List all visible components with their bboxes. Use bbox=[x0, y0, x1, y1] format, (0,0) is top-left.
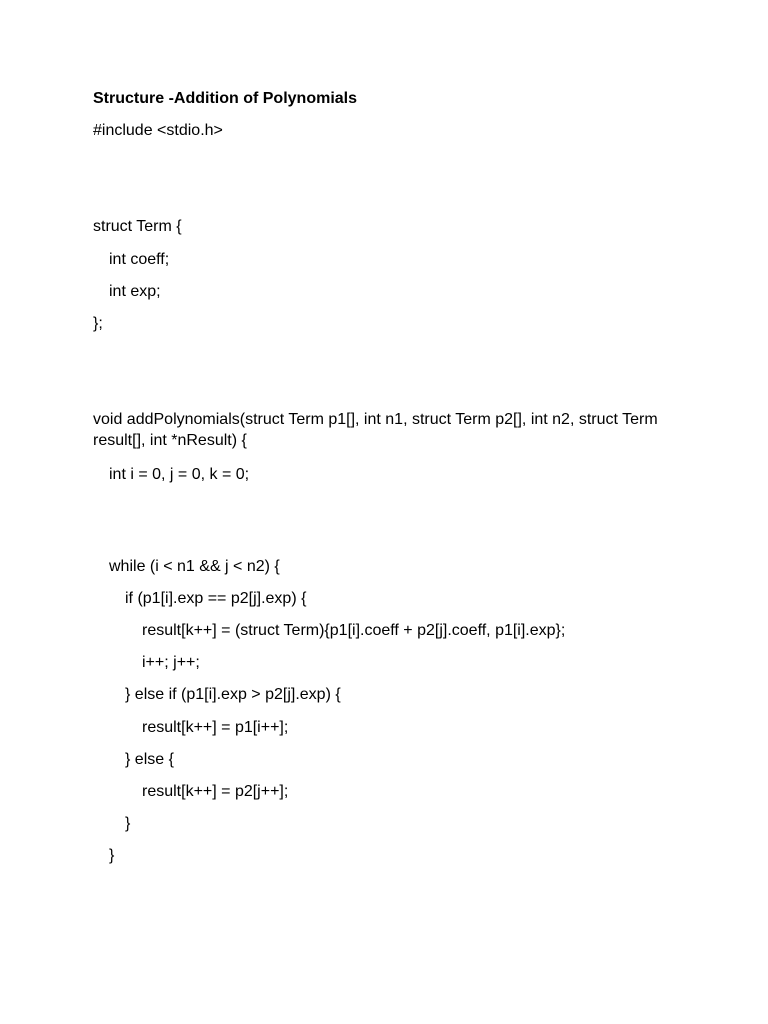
code-line-include: #include <stdio.h> bbox=[93, 122, 223, 139]
code-line-field-coeff: int coeff; bbox=[109, 251, 170, 268]
document-title: Structure -Addition of Polynomials bbox=[93, 90, 358, 107]
code-line-function-signature: void addPolynomials(struct Term p1[], int n1, struct Term p2[], int n2, struct Term result[], int *nResult) { bbox=[93, 411, 658, 449]
code-line-else-if: } else if (p1[i].exp > p2[j].exp) { bbox=[125, 686, 341, 703]
code-line-copy-p2: result[k++] = p2[j++]; bbox=[142, 783, 289, 800]
code-line-add-terms: result[k++] = (struct Term){p1[i].coeff + p2[j].coeff, p1[i].exp}; bbox=[142, 622, 566, 639]
code-line-field-exp: int exp; bbox=[109, 283, 161, 300]
code-line-else: } else { bbox=[125, 751, 174, 768]
code-line-while: while (i < n1 && j < n2) { bbox=[109, 558, 280, 575]
code-line-increment-both: i++; j++; bbox=[142, 654, 200, 671]
code-line-if-equal: if (p1[i].exp == p2[j].exp) { bbox=[125, 590, 307, 607]
code-line-if-close: } bbox=[125, 815, 131, 832]
code-line-var-init: int i = 0, j = 0, k = 0; bbox=[109, 466, 250, 483]
code-line-while-close: } bbox=[109, 847, 115, 864]
code-line-struct-close: }; bbox=[93, 315, 103, 332]
code-line-struct-open: struct Term { bbox=[93, 218, 182, 235]
code-line-copy-p1: result[k++] = p1[i++]; bbox=[142, 719, 289, 736]
